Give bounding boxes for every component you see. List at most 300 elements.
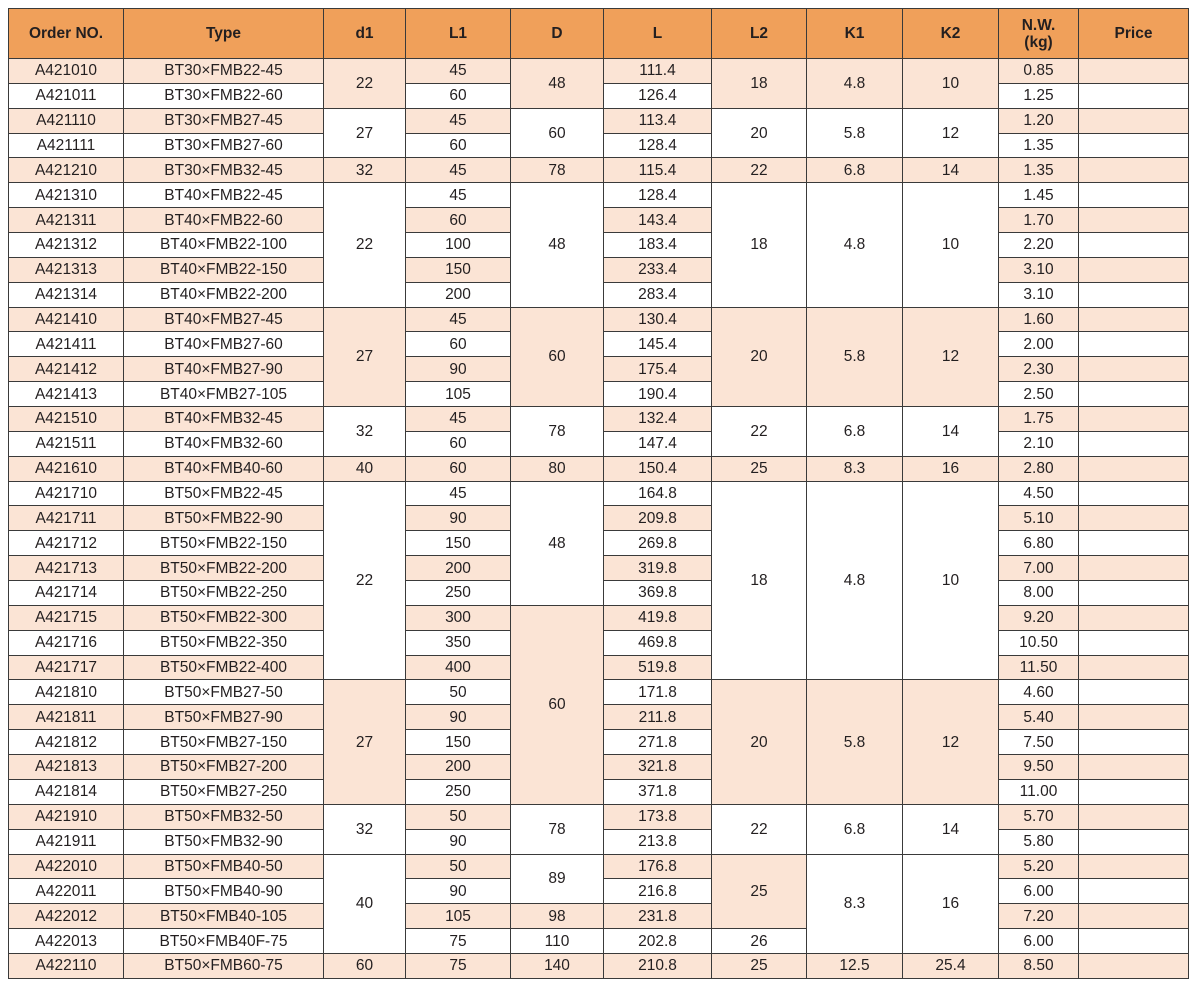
net-weight-cell: 2.20: [999, 233, 1079, 258]
order-no-cell: A421812: [9, 730, 124, 755]
l-cell: 190.4: [604, 382, 712, 407]
k2-cell: 14: [903, 407, 999, 457]
table-row: [9, 854, 1189, 879]
k2-cell: 10: [903, 183, 999, 307]
k2-cell: 16: [903, 456, 999, 481]
price-cell: [1079, 755, 1189, 780]
d1-cell: 27: [324, 307, 406, 406]
table-row: [9, 929, 1189, 954]
order-no-cell: A421911: [9, 829, 124, 854]
d1-cell: 22: [324, 183, 406, 307]
type-cell: BT50×FMB27-50: [124, 680, 324, 705]
header-nw-unit: (kg): [1024, 33, 1053, 51]
l-cell: 321.8: [604, 755, 712, 780]
l1-cell: 250: [406, 581, 511, 606]
net-weight-cell: 7.00: [999, 556, 1079, 581]
table-row: [9, 307, 1189, 332]
price-cell: [1079, 680, 1189, 705]
l1-cell: 50: [406, 804, 511, 829]
table-row: [9, 108, 1189, 133]
order-no-cell: A421610: [9, 456, 124, 481]
k2-cell: 10: [903, 481, 999, 680]
order-no-cell: A421813: [9, 755, 124, 780]
net-weight-cell: 9.50: [999, 755, 1079, 780]
d-cell: 48: [511, 481, 604, 605]
header-l: L: [604, 9, 712, 59]
l-cell: 369.8: [604, 581, 712, 606]
k1-cell: 4.8: [807, 59, 903, 109]
l1-cell: 45: [406, 307, 511, 332]
table-row: [9, 953, 1189, 978]
l-cell: 113.4: [604, 108, 712, 133]
table-row: [9, 904, 1189, 929]
price-cell: [1079, 357, 1189, 382]
l-cell: 175.4: [604, 357, 712, 382]
order-no-cell: A422010: [9, 854, 124, 879]
price-cell: [1079, 481, 1189, 506]
l1-cell: 105: [406, 382, 511, 407]
l1-cell: 45: [406, 481, 511, 506]
k2-cell: 16: [903, 854, 999, 953]
l1-cell: 150: [406, 730, 511, 755]
net-weight-cell: 1.60: [999, 307, 1079, 332]
net-weight-cell: 1.45: [999, 183, 1079, 208]
table-row: [9, 407, 1189, 432]
header-order-no: Order NO.: [9, 9, 124, 59]
l1-cell: 50: [406, 854, 511, 879]
type-cell: BT50×FMB22-200: [124, 556, 324, 581]
table-row: [9, 456, 1189, 481]
net-weight-cell: 6.80: [999, 531, 1079, 556]
price-cell: [1079, 83, 1189, 108]
type-cell: BT40×FMB22-150: [124, 257, 324, 282]
net-weight-cell: 5.80: [999, 829, 1079, 854]
l1-cell: 45: [406, 158, 511, 183]
order-no-cell: A421717: [9, 655, 124, 680]
l-cell: 319.8: [604, 556, 712, 581]
net-weight-cell: 3.10: [999, 257, 1079, 282]
type-cell: BT30×FMB22-45: [124, 59, 324, 84]
l2-cell: 18: [712, 183, 807, 307]
k1-cell: 5.8: [807, 680, 903, 804]
spec-table: [8, 8, 1189, 979]
price-cell: [1079, 929, 1189, 954]
price-cell: [1079, 59, 1189, 84]
l1-cell: 90: [406, 879, 511, 904]
order-no-cell: A421710: [9, 481, 124, 506]
price-cell: [1079, 556, 1189, 581]
table-row: [9, 481, 1189, 506]
price-cell: [1079, 779, 1189, 804]
type-cell: BT50×FMB40-105: [124, 904, 324, 929]
header-net-weight: [999, 9, 1079, 59]
price-cell: [1079, 282, 1189, 307]
net-weight-cell: 1.25: [999, 83, 1079, 108]
type-cell: BT30×FMB27-45: [124, 108, 324, 133]
l-cell: 176.8: [604, 854, 712, 879]
d1-cell: 32: [324, 158, 406, 183]
d1-cell: 32: [324, 804, 406, 854]
order-no-cell: A421011: [9, 83, 124, 108]
price-cell: [1079, 307, 1189, 332]
net-weight-cell: 1.70: [999, 208, 1079, 233]
type-cell: BT50×FMB22-400: [124, 655, 324, 680]
l-cell: 211.8: [604, 705, 712, 730]
l1-cell: 90: [406, 705, 511, 730]
l2-cell: 20: [712, 108, 807, 158]
header-d1: d1: [324, 9, 406, 59]
type-cell: BT50×FMB27-90: [124, 705, 324, 730]
price-cell: [1079, 705, 1189, 730]
order-no-cell: A422012: [9, 904, 124, 929]
d-cell: 98: [511, 904, 604, 929]
l1-cell: 60: [406, 133, 511, 158]
d-cell: 78: [511, 158, 604, 183]
k2-cell: 12: [903, 307, 999, 406]
l2-cell: 18: [712, 481, 807, 680]
header-l1: L1: [406, 9, 511, 59]
price-cell: [1079, 581, 1189, 606]
net-weight-cell: 3.10: [999, 282, 1079, 307]
type-cell: BT40×FMB27-105: [124, 382, 324, 407]
l-cell: 126.4: [604, 83, 712, 108]
l-cell: 164.8: [604, 481, 712, 506]
type-cell: BT30×FMB27-60: [124, 133, 324, 158]
l2-cell: 20: [712, 307, 807, 406]
price-cell: [1079, 233, 1189, 258]
order-no-cell: A421715: [9, 605, 124, 630]
order-no-cell: A422013: [9, 929, 124, 954]
k2-cell: 10: [903, 59, 999, 109]
price-cell: [1079, 506, 1189, 531]
l2-cell: 25: [712, 854, 807, 929]
type-cell: BT50×FMB22-45: [124, 481, 324, 506]
l-cell: 216.8: [604, 879, 712, 904]
header-k1: K1: [807, 9, 903, 59]
table-row: [9, 59, 1189, 84]
type-cell: BT50×FMB22-90: [124, 506, 324, 531]
order-no-cell: A421716: [9, 630, 124, 655]
net-weight-cell: 4.60: [999, 680, 1079, 705]
l1-cell: 200: [406, 755, 511, 780]
l-cell: 111.4: [604, 59, 712, 84]
price-cell: [1079, 829, 1189, 854]
net-weight-cell: 1.35: [999, 133, 1079, 158]
l1-cell: 60: [406, 431, 511, 456]
k2-cell: 14: [903, 158, 999, 183]
net-weight-cell: 1.75: [999, 407, 1079, 432]
price-cell: [1079, 730, 1189, 755]
price-cell: [1079, 108, 1189, 133]
d1-cell: 40: [324, 456, 406, 481]
type-cell: BT50×FMB60-75: [124, 953, 324, 978]
order-no-cell: A422011: [9, 879, 124, 904]
l-cell: 469.8: [604, 630, 712, 655]
net-weight-cell: 2.50: [999, 382, 1079, 407]
l1-cell: 75: [406, 929, 511, 954]
l-cell: 143.4: [604, 208, 712, 233]
k2-cell: 14: [903, 804, 999, 854]
k1-cell: 5.8: [807, 307, 903, 406]
price-cell: [1079, 332, 1189, 357]
d-cell: 89: [511, 854, 604, 904]
l1-cell: 90: [406, 829, 511, 854]
header-price: Price: [1079, 9, 1189, 59]
type-cell: BT40×FMB40-60: [124, 456, 324, 481]
l-cell: 115.4: [604, 158, 712, 183]
order-no-cell: A421311: [9, 208, 124, 233]
l-cell: 519.8: [604, 655, 712, 680]
net-weight-cell: 10.50: [999, 630, 1079, 655]
net-weight-cell: 5.20: [999, 854, 1079, 879]
l1-cell: 400: [406, 655, 511, 680]
order-no-cell: A421811: [9, 705, 124, 730]
type-cell: BT40×FMB32-45: [124, 407, 324, 432]
d1-cell: 27: [324, 680, 406, 804]
d1-cell: 32: [324, 407, 406, 457]
l1-cell: 45: [406, 407, 511, 432]
type-cell: BT40×FMB27-45: [124, 307, 324, 332]
k1-cell: 4.8: [807, 183, 903, 307]
net-weight-cell: 11.50: [999, 655, 1079, 680]
d-cell: 48: [511, 183, 604, 307]
order-no-cell: A421111: [9, 133, 124, 158]
d1-cell: 40: [324, 854, 406, 953]
order-no-cell: A421712: [9, 531, 124, 556]
type-cell: BT50×FMB27-200: [124, 755, 324, 780]
order-no-cell: A421310: [9, 183, 124, 208]
order-no-cell: A421314: [9, 282, 124, 307]
price-cell: [1079, 879, 1189, 904]
d-cell: 48: [511, 59, 604, 109]
l-cell: 128.4: [604, 183, 712, 208]
l-cell: 147.4: [604, 431, 712, 456]
d-cell: 80: [511, 456, 604, 481]
price-cell: [1079, 904, 1189, 929]
net-weight-cell: 2.80: [999, 456, 1079, 481]
price-cell: [1079, 854, 1189, 879]
d1-cell: 22: [324, 59, 406, 109]
type-cell: BT50×FMB22-150: [124, 531, 324, 556]
price-cell: [1079, 183, 1189, 208]
d1-cell: 27: [324, 108, 406, 158]
order-no-cell: A421110: [9, 108, 124, 133]
l1-cell: 150: [406, 531, 511, 556]
l2-cell: 25: [712, 953, 807, 978]
type-cell: BT30×FMB22-60: [124, 83, 324, 108]
k2-cell: 25.4: [903, 953, 999, 978]
l1-cell: 60: [406, 456, 511, 481]
order-no-cell: A421711: [9, 506, 124, 531]
order-no-cell: A421313: [9, 257, 124, 282]
k1-cell: 12.5: [807, 953, 903, 978]
d1-cell: 22: [324, 481, 406, 680]
type-cell: BT50×FMB40-90: [124, 879, 324, 904]
order-no-cell: A421511: [9, 431, 124, 456]
order-no-cell: A421910: [9, 804, 124, 829]
l2-cell: 20: [712, 680, 807, 804]
l-cell: 202.8: [604, 929, 712, 954]
l-cell: 132.4: [604, 407, 712, 432]
net-weight-cell: 2.30: [999, 357, 1079, 382]
price-cell: [1079, 531, 1189, 556]
type-cell: BT50×FMB22-250: [124, 581, 324, 606]
l-cell: 233.4: [604, 257, 712, 282]
l-cell: 283.4: [604, 282, 712, 307]
l-cell: 231.8: [604, 904, 712, 929]
net-weight-cell: 5.40: [999, 705, 1079, 730]
net-weight-cell: 7.50: [999, 730, 1079, 755]
price-cell: [1079, 655, 1189, 680]
l2-cell: 25: [712, 456, 807, 481]
type-cell: BT50×FMB27-250: [124, 779, 324, 804]
order-no-cell: A421510: [9, 407, 124, 432]
l-cell: 150.4: [604, 456, 712, 481]
order-no-cell: A421810: [9, 680, 124, 705]
price-cell: [1079, 257, 1189, 282]
type-cell: BT40×FMB27-60: [124, 332, 324, 357]
l1-cell: 200: [406, 282, 511, 307]
order-no-cell: A421210: [9, 158, 124, 183]
table-row: [9, 804, 1189, 829]
net-weight-cell: 1.35: [999, 158, 1079, 183]
table-row: [9, 183, 1189, 208]
l1-cell: 45: [406, 59, 511, 84]
l1-cell: 150: [406, 257, 511, 282]
l-cell: 183.4: [604, 233, 712, 258]
k1-cell: 8.3: [807, 854, 903, 953]
l1-cell: 90: [406, 357, 511, 382]
d-cell: 78: [511, 407, 604, 457]
type-cell: BT50×FMB32-90: [124, 829, 324, 854]
l-cell: 171.8: [604, 680, 712, 705]
net-weight-cell: 5.10: [999, 506, 1079, 531]
k1-cell: 6.8: [807, 158, 903, 183]
l1-cell: 75: [406, 953, 511, 978]
price-cell: [1079, 208, 1189, 233]
type-cell: BT50×FMB40F-75: [124, 929, 324, 954]
l1-cell: 60: [406, 83, 511, 108]
l1-cell: 350: [406, 630, 511, 655]
order-no-cell: A422110: [9, 953, 124, 978]
d-cell: 60: [511, 605, 604, 804]
l1-cell: 45: [406, 183, 511, 208]
k1-cell: 6.8: [807, 407, 903, 457]
l-cell: 371.8: [604, 779, 712, 804]
order-no-cell: A421312: [9, 233, 124, 258]
l1-cell: 45: [406, 108, 511, 133]
k1-cell: 5.8: [807, 108, 903, 158]
net-weight-cell: 7.20: [999, 904, 1079, 929]
l-cell: 210.8: [604, 953, 712, 978]
type-cell: BT40×FMB22-45: [124, 183, 324, 208]
l1-cell: 100: [406, 233, 511, 258]
k1-cell: 8.3: [807, 456, 903, 481]
l-cell: 130.4: [604, 307, 712, 332]
price-cell: [1079, 431, 1189, 456]
header-type: Type: [124, 9, 324, 59]
type-cell: BT40×FMB32-60: [124, 431, 324, 456]
d-cell: 78: [511, 804, 604, 854]
l-cell: 128.4: [604, 133, 712, 158]
order-no-cell: A421413: [9, 382, 124, 407]
order-no-cell: A421412: [9, 357, 124, 382]
header-row: [9, 9, 1189, 59]
net-weight-cell: 5.70: [999, 804, 1079, 829]
order-no-cell: A421411: [9, 332, 124, 357]
type-cell: BT50×FMB32-50: [124, 804, 324, 829]
net-weight-cell: 2.00: [999, 332, 1079, 357]
l-cell: 213.8: [604, 829, 712, 854]
l2-cell: 18: [712, 59, 807, 109]
d-cell: 110: [511, 929, 604, 954]
net-weight-cell: 6.00: [999, 879, 1079, 904]
header-nw-label: N.W.: [1021, 16, 1056, 34]
d-cell: 60: [511, 108, 604, 158]
k2-cell: 12: [903, 680, 999, 804]
d-cell: 60: [511, 307, 604, 406]
order-no-cell: A421410: [9, 307, 124, 332]
header-l2: L2: [712, 9, 807, 59]
k2-cell: 12: [903, 108, 999, 158]
net-weight-cell: 4.50: [999, 481, 1079, 506]
type-cell: BT40×FMB22-60: [124, 208, 324, 233]
l-cell: 271.8: [604, 730, 712, 755]
l1-cell: 60: [406, 332, 511, 357]
net-weight-cell: 2.10: [999, 431, 1079, 456]
price-cell: [1079, 953, 1189, 978]
l2-cell: 22: [712, 804, 807, 854]
k1-cell: 6.8: [807, 804, 903, 854]
l1-cell: 105: [406, 904, 511, 929]
l-cell: 209.8: [604, 506, 712, 531]
price-cell: [1079, 133, 1189, 158]
l2-cell: 22: [712, 407, 807, 457]
order-no-cell: A421713: [9, 556, 124, 581]
net-weight-cell: 6.00: [999, 929, 1079, 954]
type-cell: BT50×FMB40-50: [124, 854, 324, 879]
l-cell: 269.8: [604, 531, 712, 556]
l-cell: 173.8: [604, 804, 712, 829]
table-row: [9, 605, 1189, 630]
l-cell: 419.8: [604, 605, 712, 630]
k1-cell: 4.8: [807, 481, 903, 680]
l1-cell: 250: [406, 779, 511, 804]
l1-cell: 50: [406, 680, 511, 705]
d1-cell: 60: [324, 953, 406, 978]
l1-cell: 90: [406, 506, 511, 531]
price-cell: [1079, 382, 1189, 407]
l-cell: 145.4: [604, 332, 712, 357]
type-cell: BT40×FMB27-90: [124, 357, 324, 382]
net-weight-cell: 8.50: [999, 953, 1079, 978]
net-weight-cell: 8.00: [999, 581, 1079, 606]
price-cell: [1079, 605, 1189, 630]
type-cell: BT50×FMB27-150: [124, 730, 324, 755]
net-weight-cell: 1.20: [999, 108, 1079, 133]
l2-cell: 26: [712, 929, 807, 954]
type-cell: BT50×FMB22-300: [124, 605, 324, 630]
order-no-cell: A421010: [9, 59, 124, 84]
type-cell: BT40×FMB22-200: [124, 282, 324, 307]
order-no-cell: A421714: [9, 581, 124, 606]
l1-cell: 200: [406, 556, 511, 581]
price-cell: [1079, 456, 1189, 481]
table-row: [9, 158, 1189, 183]
d-cell: 140: [511, 953, 604, 978]
type-cell: BT30×FMB32-45: [124, 158, 324, 183]
l1-cell: 300: [406, 605, 511, 630]
